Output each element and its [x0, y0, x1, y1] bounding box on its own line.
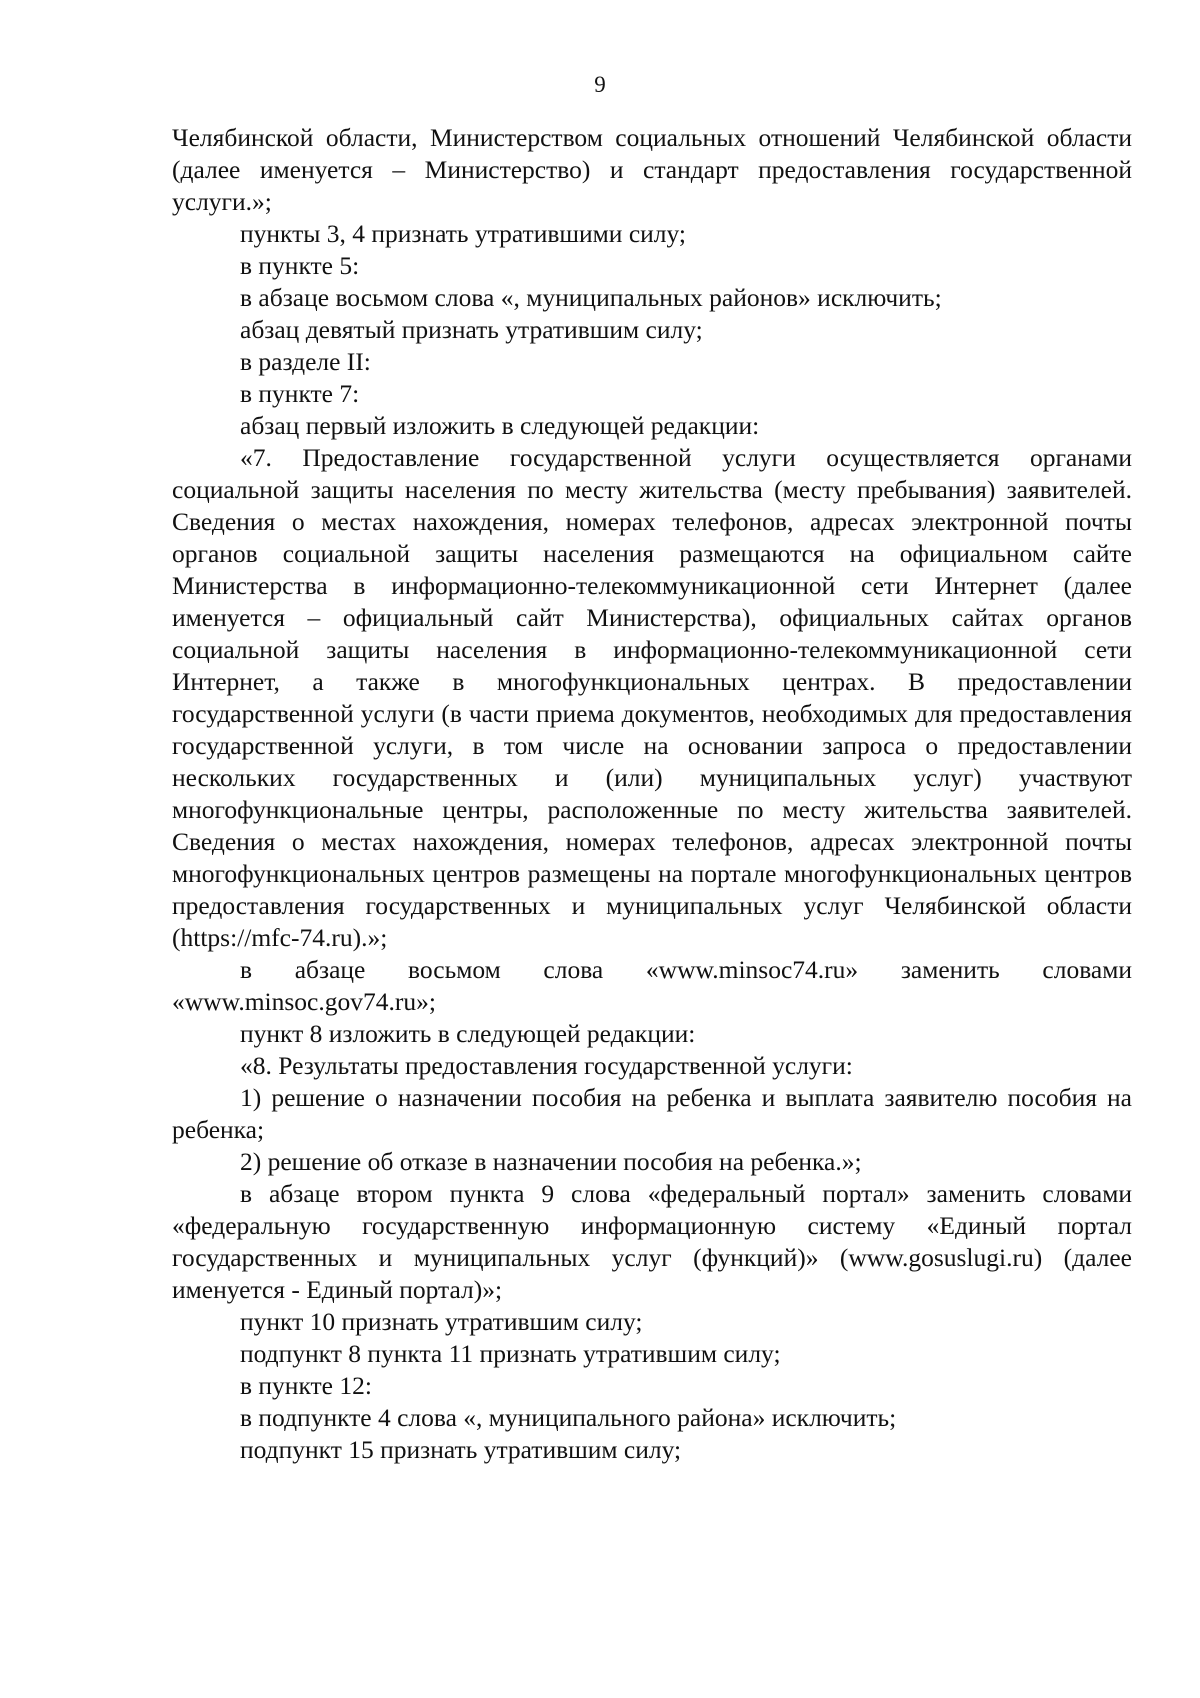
paragraph: пункты 3, 4 признать утратившими силу;	[240, 219, 687, 248]
paragraph: подпункт 8 пункта 11 признать утратившим силу;	[240, 1339, 781, 1368]
document-body	[172, 122, 1132, 1466]
paragraph: в пункте 7:	[240, 379, 360, 408]
paragraph-point-7: «7. Предоставление государственной услуги осуществляется органами социальной защиты населения по месту жительства (месту пребывания) заявителей. Сведения о местах нахождения, номерах телефонов, адресах электронной почты органов социальной защиты населения размещаются на официальном сайте Министерства в информационно-телекоммуникационной сети Интернет (далее именуется – официальный сайт Министерства), официальных сайтах органов социальной защиты населения в информационно-телекоммуникационной сети Интернет, а также в многофункциональных центрах. В предоставлении государственной услуги (в части приема документов, необходимых для предоставления государственной услуги, в том числе на основании запроса о предоставлении нескольких государственных и (или) муниципальных услуг) участвуют многофункциональные центры, расположенные по месту жительства заявителей. Сведения о местах нахождения, номерах телефонов, адресах электронной почты многофункциональных центров размещены на портале многофункциональных центров предоставления государственных и муниципальных услуг Челябинской области (https://mfc-74.ru).»;	[172, 443, 1132, 952]
page-number: 9	[594, 72, 606, 97]
paragraph: в пункте 5:	[240, 251, 360, 280]
paragraph-subitem: 1) решение о назначении пособия на ребенка и выплата заявителю пособия на ребенка;	[172, 1083, 1132, 1144]
paragraph: абзац первый изложить в следующей редакции:	[240, 411, 760, 440]
paragraph: пункт 10 признать утратившим силу;	[240, 1307, 643, 1336]
paragraph: в подпункте 4 слова «, муниципального района» исключить;	[240, 1403, 897, 1432]
paragraph: в пункте 12:	[240, 1371, 372, 1400]
paragraph: в абзаце втором пункта 9 слова «федеральный портал» заменить словами «федеральную государственную информационную систему «Единый портал государственных и муниципальных услуг (функций)» (www.gosuslugi.ru) (далее именуется - Единый портал)»;	[172, 1179, 1132, 1304]
paragraph: в абзаце восьмом слова «, муниципальных районов» исключить;	[240, 283, 942, 312]
paragraph-continuation: Челябинской области, Министерством социальных отношений Челябинской области (далее именуется – Министерство) и стандарт предоставления государственной услуги.»;	[172, 123, 1132, 216]
paragraph-subitem: 2) решение об отказе в назначении пособия на ребенка.»;	[240, 1147, 862, 1176]
paragraph-point-8: «8. Результаты предоставления государственной услуги:	[240, 1051, 853, 1080]
paragraph: в разделе II:	[240, 347, 371, 376]
paragraph: пункт 8 изложить в следующей редакции:	[240, 1019, 696, 1048]
paragraph: абзац девятый признать утратившим силу;	[240, 315, 703, 344]
paragraph: подпункт 15 признать утратившим силу;	[240, 1435, 682, 1464]
paragraph: в абзаце восьмом слова «www.minsoc74.ru» заменить словами «www.minsoc.gov74.ru»;	[172, 955, 1132, 1016]
